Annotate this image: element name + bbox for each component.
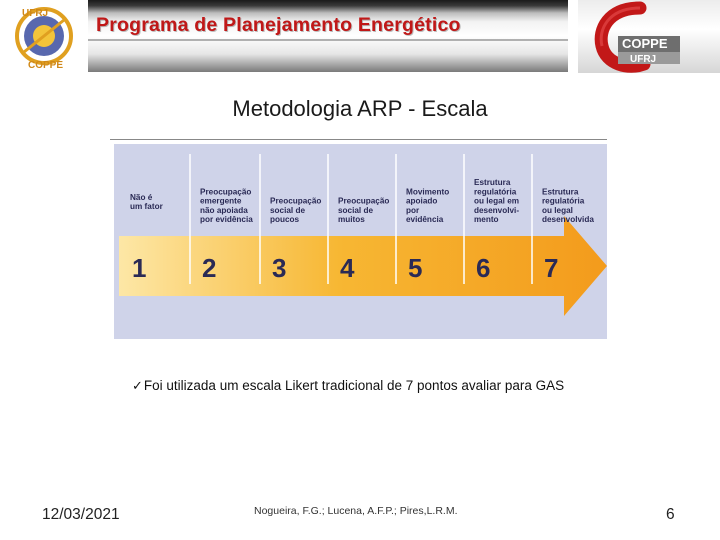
page-number: 6: [666, 506, 675, 523]
svg-text:UFRJ: UFRJ: [22, 8, 49, 19]
slide-title: Metodologia ARP - Escala: [232, 96, 488, 121]
coppe-logo-top-text: COPPE: [622, 36, 668, 51]
coppe-logo-bottom-text: UFRJ: [630, 54, 657, 65]
likert-scale-figure: [114, 144, 607, 339]
stage-label-line: por: [406, 205, 420, 215]
banner-rule: [88, 39, 568, 41]
stage-number-5: 5: [408, 253, 423, 283]
stage-label-line: emergente: [200, 196, 242, 206]
stage-number-3: 3: [272, 253, 287, 283]
title-divider: [110, 139, 607, 140]
stage-label-line: desenvolvi-: [474, 205, 520, 215]
stage-label-line: Não é: [130, 193, 153, 202]
stage-label-line: Estrutura: [542, 187, 579, 197]
banner-title: Programa de Planejamento Energético: [96, 14, 461, 36]
stage-label-line: regulatória: [474, 187, 517, 197]
svg-text:COPPE: COPPE: [28, 60, 64, 71]
stage-label-line: Preocupação: [200, 187, 252, 197]
stage-number-1: 1: [132, 253, 147, 283]
header-banner: [0, 0, 720, 73]
stage-label-line: ou legal: [542, 205, 573, 215]
stage-label-line: desenvolvida: [542, 215, 594, 224]
stage-label-line: regulatória: [542, 196, 585, 206]
stage-label-line: poucos: [270, 215, 300, 224]
ufrj-coppe-logo: [6, 2, 84, 72]
stage-label-line: muitos: [338, 215, 365, 224]
stage-number-2: 2: [202, 253, 217, 283]
stage-label-line: ou legal em: [474, 196, 520, 206]
stage-number-4: 4: [340, 253, 355, 283]
stage-label-line: social de: [270, 205, 306, 215]
coppe-logo: [578, 0, 720, 73]
stage-label-line: evidência: [406, 215, 444, 224]
footer-authors: Nogueira, F.G.; Lucena, A.F.P.; Pires,L.R.M.: [254, 505, 458, 517]
banner-strip: [88, 0, 568, 72]
bullet-point: [132, 378, 564, 394]
stage-label-line: Preocupação: [270, 196, 322, 206]
stage-label-line: por evidência: [200, 215, 253, 224]
bullet-text: Foi utilizada um escala Likert tradicional de 7 pontos avaliar para GAS: [143, 378, 565, 393]
checkmark-icon: ✓: [132, 379, 143, 394]
stage-label-line: mento: [474, 215, 499, 224]
stage-label-line: social de: [338, 205, 374, 215]
stage-number-6: 6: [476, 253, 491, 283]
stage-label-line: Movimento: [406, 187, 450, 197]
stage-label-line: um fator: [130, 202, 163, 212]
likert-scale-graphic: [114, 144, 607, 339]
stage-label-line: não apoiada: [200, 205, 248, 215]
stage-label-line: Estrutura: [474, 178, 511, 188]
stage-label-2: [200, 187, 253, 224]
stage-label-line: apoiado: [406, 196, 438, 206]
footer-date: 12/03/2021: [42, 506, 120, 523]
stage-label-line: Preocupação: [338, 196, 390, 206]
stage-number-7: 7: [544, 253, 559, 283]
